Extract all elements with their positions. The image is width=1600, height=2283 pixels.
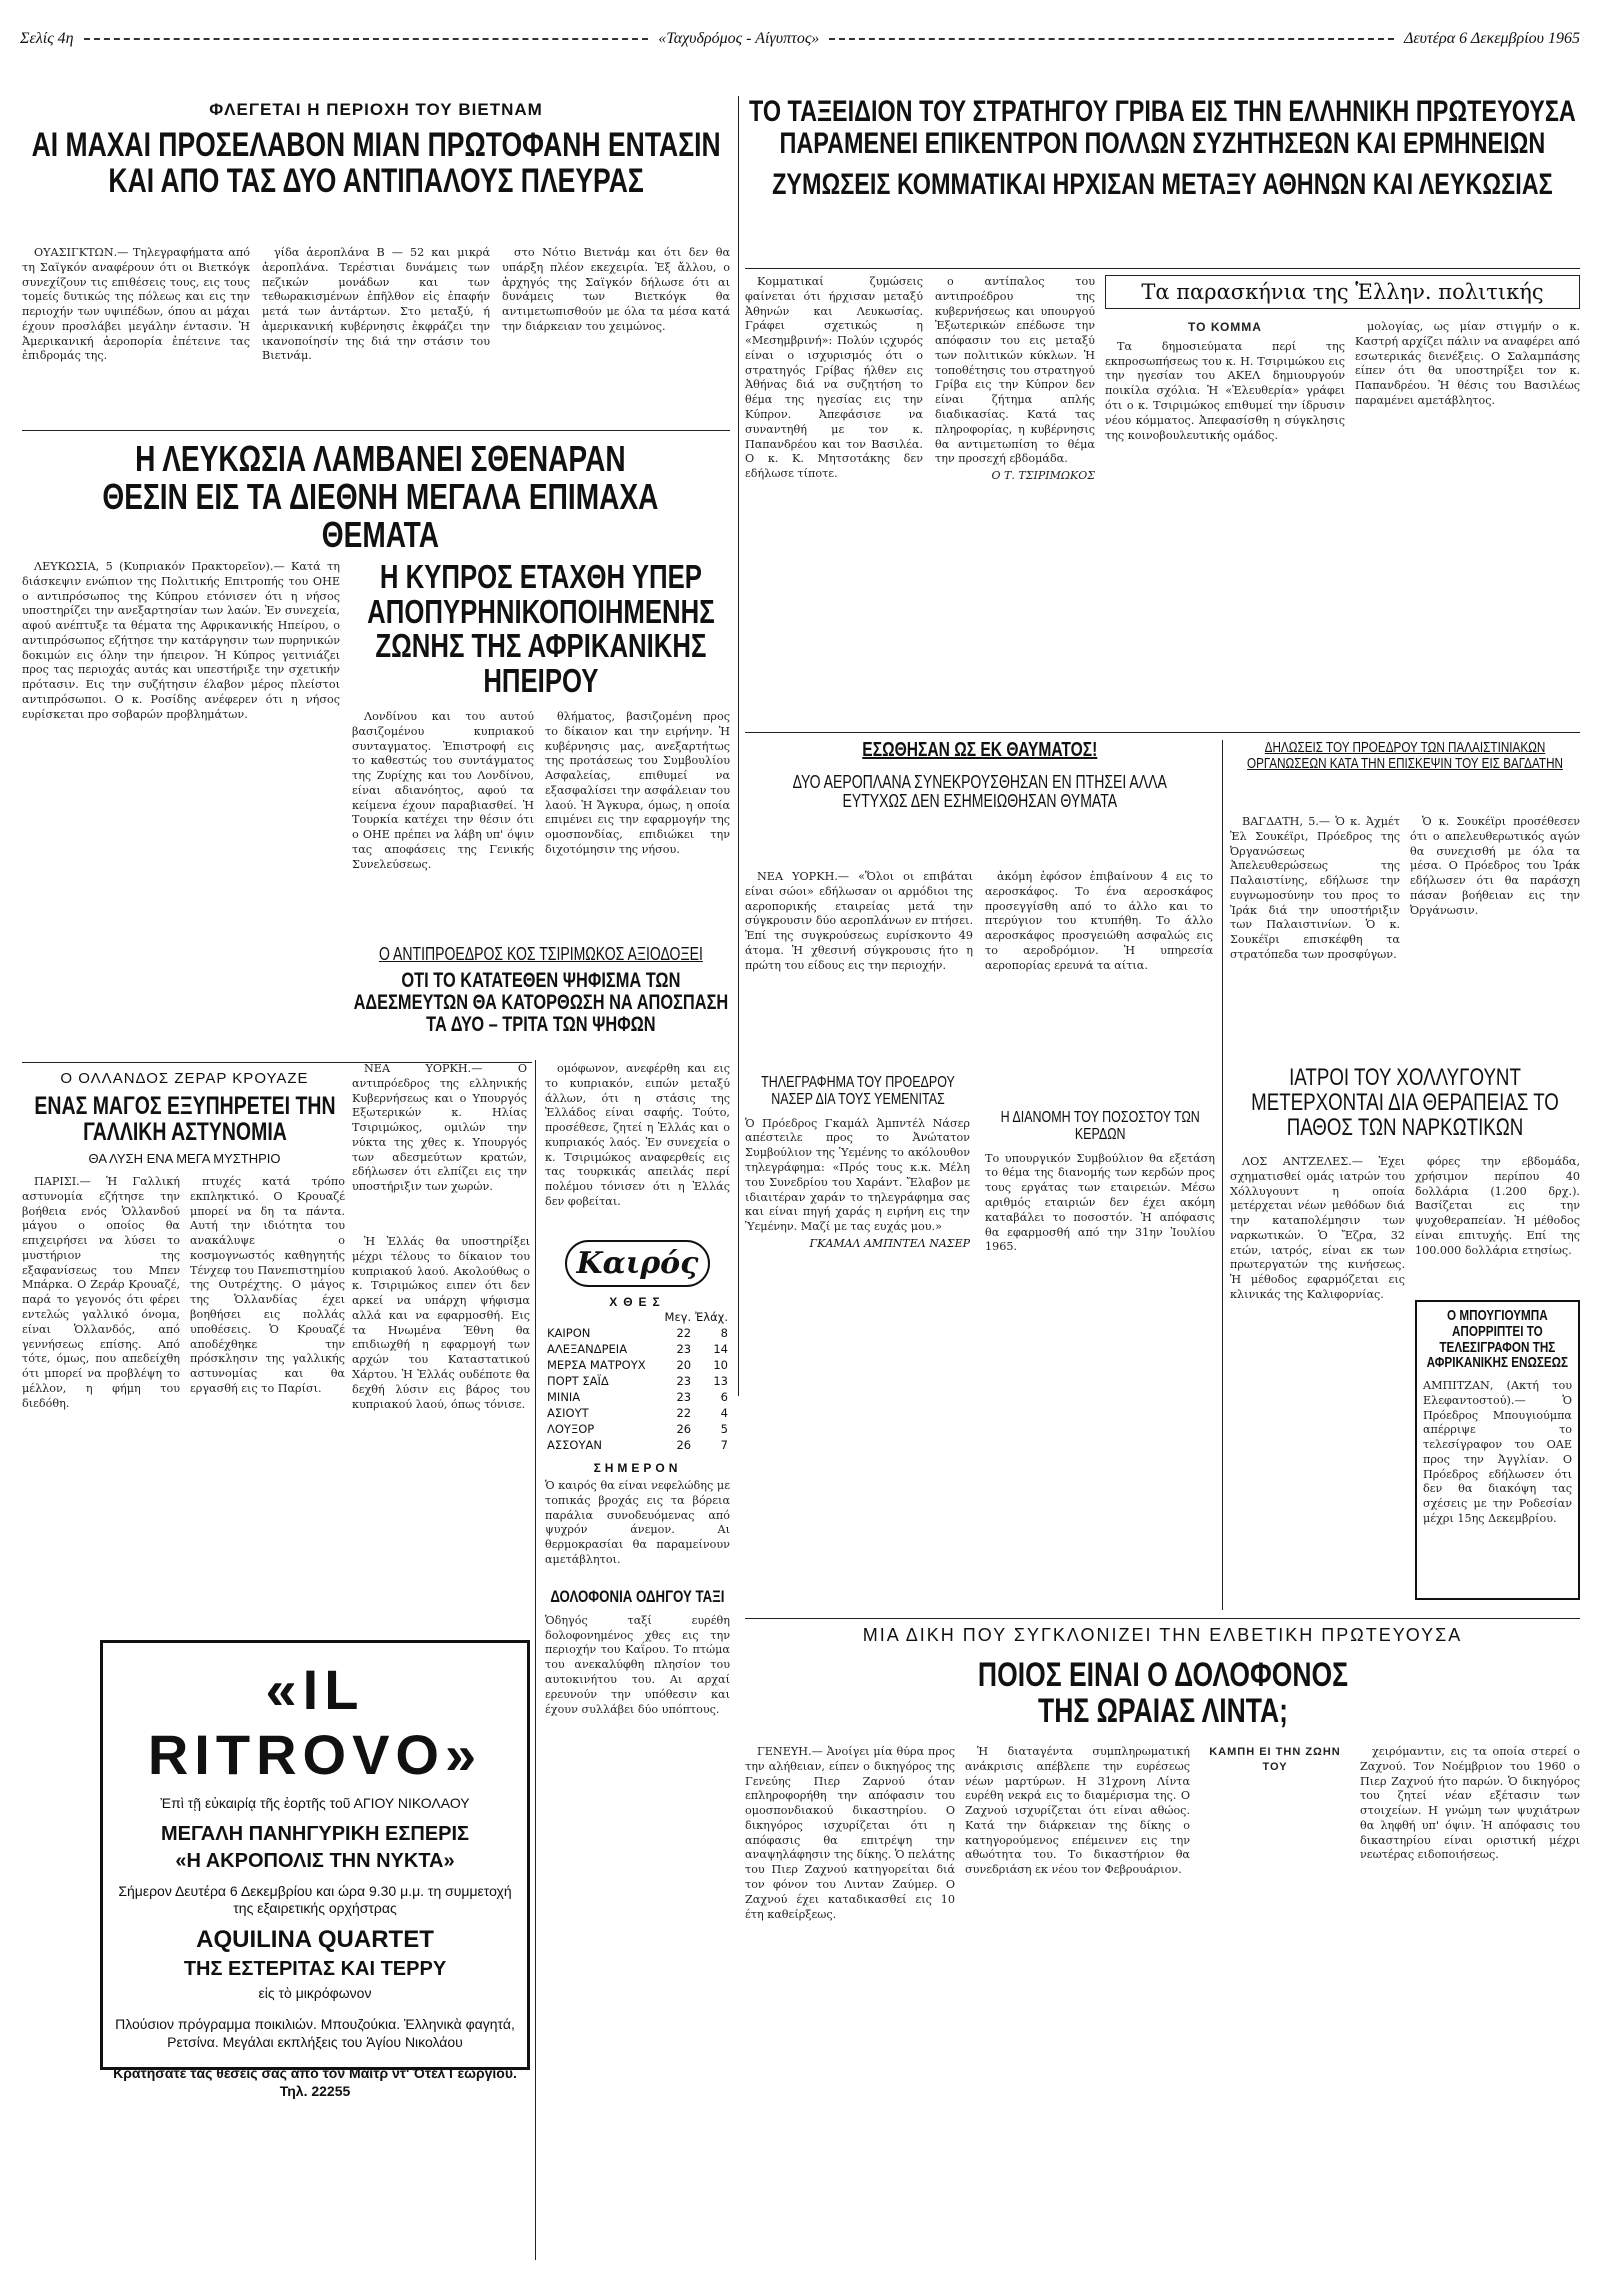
mbouyoubo-headline: Ο ΜΠΟΥΓΙΟΥΜΠΑ ΑΠΟΡΡΙΠΤΕΙ ΤΟ ΤΕΛΕΣΙΓΡΑΦΟΝ ΤΗΣ ΑΦΡΙΚΑΝΙΚΗΣ ΕΝΩΣΕΩΣ [1426,1307,1569,1372]
weather-city-max: 26 [676,1422,692,1436]
column-rule [1222,740,1223,1610]
weather-city-min: 7 [720,1438,728,1452]
telegram-headline: ΤΗΛΕΓΡΑΦΗΜΑ ΤΟΥ ΠΡΟΕΔΡΟΥ ΝΑΣΕΡ ΔΙΑ ΤΟΥΣ ΥΕΜΕΝΙΤΑΣ [760,1075,955,1108]
mbouyoubo-text: ΑΜΠΙΤΖΑΝ, (Ακτή του Ελεφαντοστού).— Ὁ Πρόεδρος Μπουγιούμπα απέρριψε το τελεσίγραφον του ΟΑΕ προς την Ἀγγλίαν. Ο Πρόεδρος εδήλωσεν ότι δεν θα διακόψη τας σχέσεις με την Ρoδεσίαν μέχρι 15ης Δεκεμβρίου. [1423,1379,1572,1526]
weather-city-min: 10 [713,1358,728,1372]
accident-text-2: ἀκόμη ἐφόσον ἐπιβαίνουν 4 εις το αεροσκάφος. Το ένα αεροσκάφος προσεγγίσθη από το άλλο και το πτερύγιον του κτυπήθη. Το άλλο αεροσκάφος προσγειώθη ασφαλώς εις το αεροδρόμιον. Ἡ υπηρεσία αεροπορίας ερευνά τα αίτια. [985,870,1213,972]
ad-venue-name: «IL RITROVO» [147,1658,483,1786]
palestine-text-1: ΒΑΓΔΑΤΗ, 5.— Ὁ κ. Ἀχμέτ Ἐλ Σουκέϊρι, Πρόεδρος της Ὀργανώσεως Ἀπελευθερώσεως της Παλαιστίνης, εδήλωσε την ευγνωμοσύνην του προς το Ἰράκ διά την υποστήριξιν των Παλαιστινίων. Ὁ κ. Σουκέϊρι επισκέφθη τα στρατόπεδα των προσφύγων. [1230,815,1400,962]
profits-text: Το υπουργικόν Συμβούλιον θα εξετάση το θέμα της διανομής των κερδών προς τους εργάτας των εταιρειών. Μέσω αριθμός εταιριών δεν έχει ακόμη καταβάλει το ποσοστόν. Ἡ απόφασις θα εφαρμοσθή από την 31ην Ἰουλίου 1965. [985,1151,1215,1254]
accident-headline: ΔΥΟ ΑΕΡΟΠΛΑΝΑ ΣΥΝΕΚΡΟΥΣΘΗΣΑΝ ΕΝ ΠΤΗΣΕΙ ΑΛΛΑ ΕΥΤΥΧΩΣ ΔΕΝ ΕΣΗΜΕΙΩΘΗΣΑΝ ΘΥΜΑΤΑ [792,772,1168,811]
politics-col-2 [1355,320,1580,725]
weather-today-label: ΣΗΜΕΡΟΝ [593,1461,682,1475]
weather-city-name: ΜΙΝΙΑ [547,1390,581,1404]
column-rule [535,1060,536,2260]
weather-city-name: ΑΣΣΟΥΑΝ [547,1438,602,1452]
accident-col-2 [985,870,1213,1070]
weather-city-row [545,1373,730,1389]
accident-text-1: ΝΕΑ ΥΟΡΚΗ.— «Ὅλοι οι επιβάται είναι σώοι» εδήλωσαν οι αρμόδιοι της αεροπορικής εταιρείας μετά την σύγκρουσιν δύο αεροπλάνων εν πτήσει. Ἐπί της συγκρούσεως ευρίσκοντο 49 άτομα. Ἡ χθεσινή σύγκρουσις ήτο η πρώτη του είδους εις την περιοχήν. [745,870,973,972]
tsirimokos-col-2 [545,1062,730,1227]
weather-box [545,1240,730,1580]
politics-headline-box [1105,275,1580,315]
palestine-headline-box [1230,740,1580,810]
cyprus-un-headline: Η ΛΕΥΚΩΣΙΑ ΛΑΜΒΑΝΕΙ ΣΘΕΝΑΡΑΝ ΘΕΣΙΝ ΕΙΣ ΤΑ ΔΙΕΘΝΗ ΜΕΓΑΛΑ ΕΠΙΜΑΧΑ ΘΕΜΑΤΑ [101,440,659,550]
magician-text-1: ΠΑΡΙΣΙ.— Ἡ Γαλλική αστυνομία εζήτησε την βοήθεια ενός Ὁλλανδού μάγου ο οποίος θα επιχειρήσει να λύσει το μυστήριον της εξαφανίσεως του Μπεν Μπάρκα. Ο Ζεράρ Κρουαζέ, παρά το γεγονός ότι φέρει εντελώς γαλλικό όνομα, είναι Ὁλλανδός, από γεννήσεως επίσης. Από τότε, όμως, που απεδείχθη ότι μπορεί να προβλέψη το μέλλον, η φήμη του διεδόθη. [22,1175,180,1410]
swiss-kicker: ΜΙΑ ΔΙΚΗ ΠΟΥ ΣΥΓΚΛΟΝΙΖΕΙ ΤΗΝ ΕΛΒΕΤΙΚΗ ΠΡΩΤΕΥΟΥΣΑ [862,1625,1463,1645]
palestine-headline: ΔΗΛΩΣΕΙΣ ΤΟΥ ΠΡΟΕΔΡΟΥ ΤΩΝ ΠΑΛΑΙΣΤΙΝΙΑΚΩΝ ΟΡΓΑΝΩΣΕΩΝ ΚΑΤΑ ΤΗΝ ΕΠΙΣΚΕΨΙΝ ΤΟΥ ΕΙΣ ΒΑΓΔΑΤΗΝ [1247,740,1563,772]
vietnam-headline: ΑΙ ΜΑΧΑΙ ΠΡΟΣΕΛΑΒΟΝ ΜΙΑΝ ΠΡΩΤΟΦΑΝΗ ΕΝΤΑΣΙΝ ΚΑΙ ΑΠΟ ΤΑΣ ΔΥΟ ΑΝΤΙΠΑΛΟΥΣ ΠΛΕΥΡΑΣ [31,126,721,200]
driver-headline: ΔΟΛΟΦΟΝΙΑ ΟΔΗΓΟΥ ΤΑΞΙ [550,1588,725,1606]
africa-text-2: θλήματος, βασιζομένη προς το δίκαιον και την ειρήνην. Ἡ κυβέρνησις μας, ανεξαρτήτως της προτάσεως του Συμβουλίου Ασφαλείας, επιθυμεί να εξασφαλίσει την ασφάλειαν του λαού. Ἡ Ἄγκυρα, όμως, η οποία επιμένει εις την εφαρμογήν της ομοσπονδίας, επιδιώκει την διχοτόμησιν της νήσου. [545,710,730,857]
weather-city-max: 22 [676,1326,692,1340]
magician-headline: ΕΝΑΣ ΜΑΓΟΣ ΕΞΥΠΗΡΕΤΕΙ ΤΗΝ ΓΑΛΛΙΚΗ ΑΣΤΥΝΟΜΙΑ [33,1092,336,1147]
politics-headline: Τα παρασκήνια της Ἑλλην. πολιτικής [1105,275,1580,309]
ad-line-5: AQUILINA QUARTET [196,1925,434,1953]
weather-city-name: ΑΣΙΟΥΤ [547,1406,589,1420]
ad-line-1: Ἐπὶ τῇ εὐκαιρίᾳ τῆς ἑορτῆς τοῦ ΑΓΙΟΥ ΝΙΚΟΛΑΟΥ [160,1795,470,1811]
weather-max-header: Μεγ. [664,1310,692,1324]
page-number: Σελίς 4η [20,30,74,47]
header-rule [829,38,1394,40]
doctors-col-2 [1415,1155,1580,1295]
weather-logo: Καιρός [565,1240,711,1287]
swiss-col-3 [1200,1745,1350,2265]
weather-today-text: Ὁ καιρός θα είναι νεφελώδης με τοπικάς βροχάς εις τα βόρεια παράλια συνοδευόμενας από ψυχρόν άνεμον. Αι θερμοκρασίαι θα παραμείνουν αμετάβλητοι. [545,1479,730,1566]
africa-col-1 [352,710,534,940]
grivas-col-1 [745,275,923,725]
vietnam-col-1 [22,246,250,421]
doctors-headline-box [1230,1065,1580,1150]
weather-city-max: 20 [676,1358,692,1372]
weather-city-row [545,1341,730,1357]
vietnam-text-3: στο Νότιο Βιετνάμ και ότι δεν θα υπάρξη πλέον εκεχειρία. Ἐξ ἄλλου, ο ἀρχηγός της Σαϊγκόν δήλωσε ότι αι δυνάμεις των Βιετκόγκ θα αντιμετωπισθούν με όλα τα μέσα κατά την διάρκειαν του χειμώνος. [502,246,730,333]
weather-city-name: ΠΟΡΤ ΣΑΪΔ [547,1374,609,1388]
grivas-headline: ΤΟ ΤΑΞΕΙΔΙΟΝ ΤΟΥ ΣΤΡΑΤΗΓΟΥ ΓΡΙΒΑ ΕΙΣ ΤΗΝ ΕΛΛΗΝΙΚΗ ΠΡΩΤΕΥΟΥΣΑ ΠΑΡΑΜΕΝΕΙ ΕΠΙΚΕΝΤΡΟΝ ΠΟΛΛΩΝ ΣΥΖΗΤΗΣΕΩΝ ΚΑΙ ΕΡΜΗΝΕΙΩΝ [749,96,1576,160]
africa-headline-box [352,560,730,700]
driver-text: Ὁδηγός ταξί ευρέθη δολοφονημένος χθες εις την περιοχήν του Καΐρου. Το πτώμα του ανεκαλύφθη πλησίον του αυτοκινήτου του. Αι αρχαί ερευνούν την υπόθεσιν και έχουν συλλάβει δύο υπόπτους. [545,1613,730,1716]
accident-col-1 [745,870,973,1070]
driver-story [545,1588,730,1748]
weather-city-row [545,1405,730,1421]
swiss-col-1 [745,1745,955,2265]
weather-city-min: 8 [720,1326,728,1340]
politics-text-1: Τα δημοσιεύματα περί της εκπροσωπήσεως του κ. Η. Τσιριμώκου εις την ηγεσίαν του ΑΚΕΛ δημιουργούν ποικίλα σχόλια. Ἡ «Ἐλευθερία» γράφει ότι ο κ. Τσιριμώκος επιθυμεί την ίδρυσιν νέου κόμματος. Ἀπεφασίσθη η σύγκλησις της κοινοβουλευτικής ομάδος. [1105,339,1345,442]
swiss-headline-box [745,1625,1580,1735]
vietnam-story [22,96,730,241]
doctors-headline: ΙΑΤΡΟΙ ΤΟΥ ΧΟΛΛΥΓΟΥΝΤ ΜΕΤΕΡΧΟΝΤΑΙ ΔΙΑ ΘΕΡΑΠΕΙΑΣ ΤΟ ΠΑΘΟΣ ΤΩΝ ΝΑΡΚΩΤΙΚΩΝ [1251,1065,1559,1142]
vietnam-kicker: ΦΛΕΓΕΤΑΙ Η ΠΕΡΙΟΧΗ ΤΟΥ ΒΙΕΤΝΑΜ [209,100,543,119]
section-rule [22,430,730,431]
weather-city-min: 13 [713,1374,728,1388]
accident-kicker: ΕΣΩΘΗΣΑΝ ΩΣ ΕΚ ΘΑΥΜΑΤΟΣ! [862,740,1098,761]
cyprus-un-headline-box [100,440,660,550]
swiss-col-4 [1360,1745,1580,2265]
ad-line-7: εἰς τὸ μικρόφωνον [258,1984,372,2001]
ad-line-3: «Η ΑΚΡΟΠΟΛΙΣ ΤΗΝ ΝΥΚΤΑ» [175,1849,455,1872]
page-header [20,28,1580,50]
issue-date: Δευτέρα 6 Δεκεμβρίου 1965 [1403,30,1580,47]
telegram-text: Ὁ Πρόεδρος Γκαμάλ Ἀμπντέλ Νάσερ απέστειλε προς το Ἀνώτατον Συμβούλιον της Ὑεμένης το ακόλουθον τηλεγράφημα: «Πρός τους κ.κ. Μέλη του Συνεδρίου του Χαράντ. Ἔλαβον με ιδιαιτέραν χαράν το τηλεγράφημα σας και είναι πηγή χαράς η ειρήνη εις την Ὑεμένην. Μαζί με τας ευχάς μου.» [745,1116,970,1234]
weather-city-row [545,1325,730,1341]
grivas-text-2: ο αντίπαλος του αντιπροέδρου της κυβερνήσεως και υπουργού Ἐξωτερικών επέδωσε την απόφασιν του εις μεταξύ των πολιτικών κύκλων. Ἡ τοποθέτησις του στρατηγού Γρίβα εις την Κύπρον δεν είναι ζήτημα απλής διαδικασίας. Κατά τας πληροφορίας, η κυβέρνησις θα αντιμετωπίση το θέμα την προσεχή εβδομάδα. [935,275,1095,466]
grivas-col-2 [935,275,1095,725]
swiss-text-2: Ἡ διαταγέντα συμπληρωματική ανάκρισις απέβλεπε την ευρέσεως νέων μαρτύρων. Η 31χρονη Λίντα ευρέθη νεκρά εις το διαμέρισμα της. Ο Ζαχνού ισχυρίζεται ότι είναι αθώος. Κατά την διάρκειαν της δίκης ο κατηγορούμενος επέμεινεν εις την αθωότητα του. Το δικαστήριον θα συνεδριάση εκ νέου τον Φεβρουάριον. [965,1745,1190,1877]
weather-city-name: ΜΕΡΣΑ ΜΑΤΡΟΥΧ [547,1358,646,1372]
grivas-headline-box [745,96,1580,261]
palestine-text-2: Ὁ κ. Σουκέϊρι προσέθεσεν ότι ο απελευθερωτικός αγών θα συνεχισθή με όλα τα μέσα. Ο Πρόεδρος του Ἰράκ εδήλωσεν ότι θα παράσχη πάσαν βοήθειαν εις την Ὀργάνωσιν. [1410,815,1580,917]
grivas-text-1: Κομματικαί ζυμώσεις φαίνεται ότι ήρχισαν μεταξύ Ἀθηνών και Λευκωσίας. Γράφει σχετικώς η «Μεσημβρινή»: Πολύν ιςχυρός είναι ο ισχυρισμός ότι ο στρατηγός Γρίβας ήλθεν εις Ἀθήνας διά να συζητήση το θέμα της ηγεσίας εις την Κύπρον. Ἀπεφάσισε να συναντηθή με τον κ. Παπανδρέου και τον Βασιλέα. Ο κ. Κ. Μητσοτάκης δεν εδήλωσε τίποτε. [745,275,923,481]
weather-city-min: 6 [720,1390,728,1404]
vietnam-text-2: γίδα ἀεροπλάνα Β — 52 και μικρά ἀεροπλάνα. Τερέστιαι δυνάμεις των πεζικών μονάδων και των τεθωρακισμένων ἐπῆλθον εἰς ἐπαφήν μετά των ἀντάρτων. Στο μεταξύ, ή ἀμερικανική κυβέρνησις ἐκφράζει την ικανοποίησίν της διά την στάσιν του Βιετνάμ. [262,246,490,363]
ad-line-9: Κρατήσατε τὰς θέσεις σας ἀπὸ τὸν Μαίτρ ντ' Ὀτέλ Γεωργίου. Τηλ. 22255 [113,2065,517,2099]
tsirimokos-headline: ΟΤΙ ΤΟ ΚΑΤΑΤΕΘΕΝ ΨΗΦΙΣΜΑ ΤΩΝ ΑΔΕΣΜΕΥΤΩΝ ΘΑ ΚΑΤΟΡΘΩΣΗ ΝΑ ΑΠΟΣΠΑΣΗ ΤΑ ΔΥΟ – ΤΡΙΤΑ ΤΩΝ ΨΗΦΩΝ [353,968,729,1036]
weather-city-max: 26 [676,1438,692,1452]
weather-city-min: 4 [720,1406,728,1420]
weather-table [545,1309,730,1453]
cyprus-un-story [22,560,340,1060]
telegram-story [745,1075,970,1615]
politics-col-1 [1105,320,1345,725]
section-rule [745,268,1580,269]
doctors-col-1 [1230,1155,1405,1415]
swiss-subheadline: ΚΑΜΠΗ ΕΙ ΤΗΝ ΖΩΗΝ ΤΟΥ [1209,1746,1341,1773]
vietnam-col-2 [262,246,490,421]
tsirimokos-col-1 [352,1062,527,1227]
weather-header-row [545,1309,730,1325]
profits-headline: Η ΔΙΑΝΟΜΗ ΤΟΥ ΠΟΣΟΣΤΟΥ ΤΩΝ ΚΕΡΔΩΝ [1000,1110,1200,1143]
tsirimokos-kicker: Ο ΑΝΤΙΠΡΟΕΔΡΟΣ ΚΟΣ ΤΣΙΡΙΜΩΚΟΣ ΑΞΙΟΔΟΞΕΙ [379,945,703,964]
swiss-headline: ΠΟΙΟΣ ΕΙΝΑΙ Ο ΔΟΛΟΦΟΝΟΣ ΤΗΣ ΩΡΑΙΑΣ ΛΙΝΤΑ; [977,1656,1348,1730]
doctors-text-2: φόρες την εβδομάδα, χρήσιμον περίπου 40 δολλάρια (1.200 δρχ.). Βασίζεται εις την ψυχοθεραπείαν. Ἡ μέθοδος είναι επιτυχής. Επί της 100.000 δολλάρια ετησίως. [1415,1155,1580,1257]
tsirimokos-text-1: ΝΕΑ ΥΟΡΚΗ.— Ο αντιπρόεδρος της ελληνικής Κυβερνήσεως και ο Υπουργός Εξωτερικών κ. Ηλίας Τσιριμώκος, ομιλών την νύκτα της χθες κ. Υπουργός των αδεσμεύτων κρατών, εδήλωσεν ότι ελπίζει εις την υποστήριξιν των χωρών. [352,1062,527,1194]
politics-text-2: μολογίας, ως μίαν στιγμήν ο κ. Καστρή αρχίζει πάλιν να αναφέρει από εσωτερικάς διενέξεις. Ο Σαλαμπάσης είπεν ότι θα υποστηρίξει τον κ. Παπανδρέου. Ἡ θέσις του Βασιλέως παραμένει αμετάβλητος. [1355,320,1580,407]
section-rule [745,732,1580,733]
section-rule [745,1618,1580,1619]
column-rule [738,96,739,1396]
weather-city-row [545,1357,730,1373]
magician-text-2: πτυχές κατά τρόπο εκπληκτικό. Ο Κρουαζέ μπορεί να δη τα πάντα. Αυτή την ιδιότητα του ανακάλυψε ο κοσμογνωστός καθηγητής Τένχεφ του Πανεπιστημίου της Ουτρέχτης. Ο μάγος της Ὁλλανδίας έχει βοηθήσει εις πολλάς υποθέσεις. Ὁ Κρουαζέ αποδέχθηκε την πρόσκλησιν της γαλλικής αστυνομίας και θα εργασθή εις το Παρίσι. [190,1175,345,1395]
vietnam-col-3 [502,246,730,421]
accident-headline-box [745,740,1215,860]
magician-subheadline: ΘΑ ΛΥΣΗ ΕΝΑ ΜΕΓΑ ΜΥΣΤΗΡΙΟ [88,1150,281,1166]
doctors-text-1: ΛΟΣ ΑΝΤΖΕΛΕΣ.— Ἐχει σχηματισθεί ομάς ιατρών του Χόλλυγουντ η οποία μετέρχεται νέων μεθόδων διά την καταπολέμησιν των ναρκωτικών. Ὁ Ἔζρα, 32 ετών, ιατρός, είναι εκ των πρωτεργατών της κινήσεως. Ἡ μέθοδος εφαρμόζεται εις κλινικάς της Καλιφορνίας. [1230,1155,1405,1302]
weather-city-max: 23 [676,1374,692,1388]
weather-city-min: 14 [713,1342,728,1356]
tsirimokos-col-3 [352,1235,530,1635]
swiss-col-2 [965,1745,1190,2265]
weather-city-row [545,1389,730,1405]
magician-kicker: Ο ΟΛΛΑΝΔΟΣ ΖΕΡΑΡ ΚΡΟΥΑΖΕ [60,1070,309,1087]
magician-headline-box [22,1070,347,1170]
grivas-signature: Ο Τ. ΤΣΙΡΙΜΩΚΟΣ [991,469,1095,483]
africa-col-2 [545,710,730,940]
africa-text-1: Λονδίνου και του αυτού βασιζομένου κυπριακού συνταγματος. Ἐπιστροφή εις το καθεστώς του συντάγματος της Ζυρίχης και του Λονδίνου, είναι αδιανόητος, αφού τα κείμενα έχουν παραβιασθεί. Ἡ Τουρκία κατέχει την θέσιν ότι ο ΟΗΕ πρέπει να λάβη υπ' όψιν τας αποφάσεις της Γενικής Συνελεύσεως. [352,710,534,871]
tsirimokos-headline-box [352,945,730,1055]
weather-city-row [545,1421,730,1437]
weather-city-name: ΛΟΥΞΟΡ [547,1422,595,1436]
weather-city-row [545,1437,730,1453]
africa-headline: Η ΚΥΠΡΟΣ ΕΤΑΧΘΗ ΥΠΕΡ ΑΠΟΠΥΡΗΝΙΚΟΠΟΙΗΜΕΝΗΣ ΖΩΝΗΣ ΤΗΣ ΑΦΡΙΚΑΝΙΚΗΣ ΗΠΕΙΡΟΥ [367,560,715,699]
magician-col-1 [22,1175,180,1635]
newspaper-name: «Ταχυδρόμος - Αίγυπτος» [658,30,820,47]
weather-city-name: ΑΛΕΞΑΝΔΡΕΙΑ [547,1342,628,1356]
mbouyoubo-story [1415,1300,1580,1600]
palestine-col-1 [1230,815,1400,1055]
ad-line-2: ΜΕΓΑΛΗ ΠΑΝΗΓΥΡΙΚΗ ΕΣΠΕΡΙΣ [160,1822,470,1845]
vietnam-text-1: ΟΥΑΣΙΓΚΤΩΝ.— Τηλεγραφήματα από τη Σαϊγκόν αναφέρουν ότι οι Βιετκόγκ συνεχίζουν τις επιθέσεις τους, εις τους τομείς δυτικώς της πόλεως και εις την περιοχήν των υψιπέδων, όπου αι μάχαι έχουν προσλάβει μεγάλην έντασιν. Ἡ Ἀμερικανική ἀεροπορία ἐπέτεινε τας ἐπιδρομάς της. [22,246,250,363]
weather-city-min: 5 [720,1422,728,1436]
header-rule [84,38,649,40]
weather-city-max: 23 [676,1342,692,1356]
weather-city-max: 22 [676,1406,692,1420]
politics-subheadline: ΤΟ ΚΟΜΜΑ [1188,320,1262,334]
tsirimokos-text-3: Ἡ Ἑλλάς θα υποστηρίξει μέχρι τέλους το δίκαιον του κυπριακού λαού. Ακολούθως ο κ. Τσιριμώκος ειπεν ότι δεν αρκεί να υπάρχη ψήφισμα αλλά και να εφαρμοσθή. Εις τα Ηνωμένα Έθνη θα επιδιωχθή η εφαρμογή των αρχών του Καταστατικού Χάρτου. Ἡ Ἑλλάς ουδέποτε θα δεχθή λύσιν εις βάρος του κυπριακού λαού, όπως τόνισε. [352,1235,530,1411]
magician-col-2 [190,1175,345,1635]
profits-story [985,1110,1215,1610]
ad-line-4: Σήμερον Δευτέρα 6 Δεκεμβρίου και ώρα 9.30 μ.μ. τη συμμετοχή της εξαιρετικής ορχήστρας [118,1882,512,1916]
weather-city-max: 23 [676,1390,692,1404]
telegram-signature: ΓΚΑΜΑΛ ΑΜΠΝΤΕΛ ΝΑΣΕΡ [809,1236,970,1250]
tsirimokos-text-2: ομόφωνον, ανεφέρθη και εις το κυπριακόν, ειπών μεταξύ άλλων, ότι η στάσις της Ἑλλάδος είναι σαφής. Τούτο, προσέθεσε, ζητεί η Ἑλλάς και ο κυπριακός λαός. Ἐν συνεχεία ο κ. Τσιριμώκος αναφερθείς εις τας τουρκικάς απειλάς περί πολέμου τόνισεν ότι η Ἑλλάς δεν φοβείται. [545,1062,730,1209]
palestine-col-2 [1410,815,1580,1055]
swiss-text-1: ΓΕΝΕΥΗ.— Ἀνοίγει μία θύρα προς την αλήθειαν, είπεν ο δικηγόρος της Γενεύης Πιερ Ζαρνού όταν επληροφορήθη την απόφασιν του ομοσπονδιακού δικαστηρίου. Ο δικηγόρος ισχυρίζεται ότι η απόφασις θα επιτρέψη την αναψηλάφησιν της δίκης. Ὁ πελάτης του Πιερ Ζαχνού κατηγορείται διά τον φόνον του Λινταν Ζαύμερ. Ο Ζαχνού έχει καταδικασθεί εις 10 έτη καθείρξεως. [745,1745,955,1921]
ad-line-8: Πλούσιον πρόγραμμα ποικιλιών. Μπουζούκια. Ἑλληνικὰ φαγητά, Ρετσίνα. Μεγάλαι εκπλήξεις του Ἁγίου Νικολάου [115,2016,515,2050]
ad-line-6: ΤΗΣ ΕΣΤΕΡΙΤΑΣ ΚΑΙ ΤΕΡΡΥ [183,1957,447,1980]
il-ritrovo-advertisement [100,1640,530,2099]
weather-city-name: ΚΑΙΡΟΝ [547,1326,591,1340]
grivas-subheadline: ΖΥΜΩΣΕΙΣ ΚΟΜΜΑΤΙΚΑΙ ΗΡΧΙΣΑΝ ΜΕΤΑΞΥ ΑΘΗΝΩΝ ΚΑΙ ΛΕΥΚΩΣΙΑΣ [772,168,1553,201]
cyprus-un-text: ΛΕΥΚΩΣΙΑ, 5 (Κυπριακόν Πρακτορεῖον).— Κατά τη διάσκεψιν ενώπιον της Πολιτικής Επιτροπής του ΟΗΕ ο αντιπρόσωπος της Κύπρου ετόνισεν ότι η νήσος υποστηρίζει την ανεξαρτησίαν των λαών. Ἐν συνεχεία, αφού ανέπτυξε τα θέματα της Αφρικανικής Ηπείρου, ο αντιπρόσωπος εζήτησε την κατάργησιν των πυρηνικών δοκιμών εις όλην την ήπειρον. Ἡ Κύπρος γειτνιάζει προς τας περιοχάς αυτάς και υπεστήριξε την σχετικήν πρότασιν. Εις την συζήτησιν έλαβον μέρος πλείστοι αντιπρόσωποι. Ο κ. Ροσίδης ανέφερεν ότι η νήσος ευρίσκεται προ σοβαρών προβλημάτων. [22,560,340,721]
swiss-text-3: χειρόμαντιν, εις τα οποία στερεί ο Ζαχνού. Τον Νοέμβριον του 1960 ο Πιερ Ζαχνού ήτο παρών. Ὁ δικηγόρος του ζητεί νέαν εξέτασιν των στοιχείων. Η γνώμη των ψυχιάτρων θα ληφθή υπ' όψιν. Ἡ απόφασις του δικαστηρίου είναι οριστική μέχρι νεωτέρας ειδοποιήσεως. [1360,1745,1580,1862]
weather-min-header: Ἐλάχ. [695,1310,728,1324]
weather-yesterday-label: ΧΘΕΣ [609,1295,666,1309]
